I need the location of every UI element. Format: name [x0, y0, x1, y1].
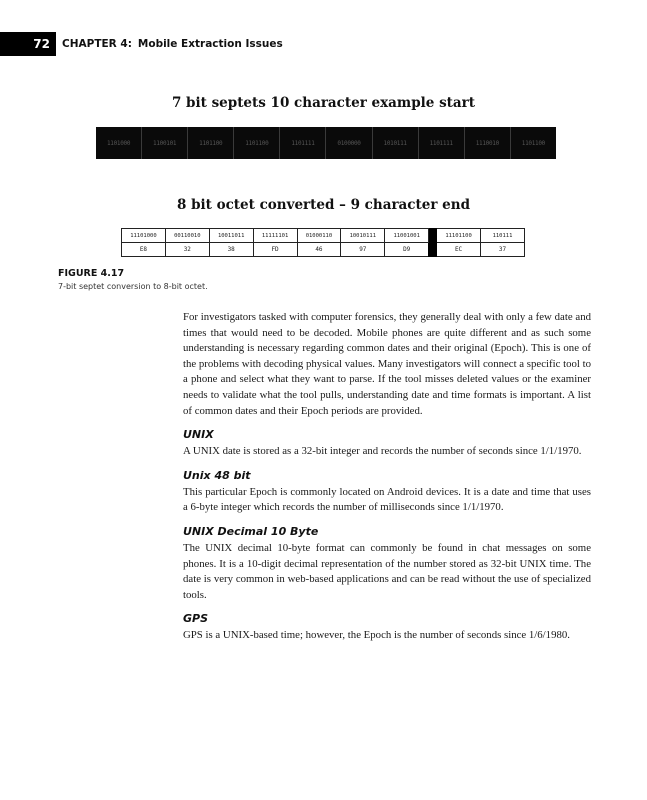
octet-hex-cell: 46 — [297, 243, 341, 257]
section-heading-gps: GPS — [183, 612, 209, 626]
page-number: 72 — [0, 32, 56, 56]
octet-binary-row — [122, 229, 525, 243]
octet-hex-cell: 32 — [165, 243, 209, 257]
running-head — [62, 32, 283, 56]
septet-strip — [96, 127, 556, 159]
section-text-gps: GPS is a UNIX-based time; however, the Epoch is the number of seconds since 1/6/1980. — [183, 629, 570, 642]
octet-hex-cell: 97 — [341, 243, 385, 257]
octet-hex-cell: FD — [253, 243, 297, 257]
figure-label: FIGURE 4.17 — [58, 268, 125, 279]
figure-bottom-title: 8 bit octet converted – 9 character end — [176, 197, 471, 213]
octet-binary-cell: 00110010 — [165, 229, 209, 243]
octet-binary-cell: 11101100 — [437, 229, 481, 243]
section-text-unix-48: This particular Epoch is commonly located on Android devices. It is a date and time that uses a 6-byte integer which records the number of milliseconds since 1/1/1970. — [183, 485, 591, 514]
octet-binary-cell: 10011011 — [209, 229, 253, 243]
septet-cell: 1101100 — [521, 139, 545, 147]
septet-cell: 0100000 — [326, 127, 372, 159]
chapter-label: CHAPTER 4: — [62, 38, 132, 50]
end-marker — [429, 229, 437, 257]
page-header — [0, 32, 647, 56]
octet-hex-row — [122, 243, 525, 257]
septet-cell: 1101111 — [280, 127, 326, 159]
octet-hex-cell: 38 — [209, 243, 253, 257]
section-heading-unix-decimal: UNIX Decimal 10 Byte — [183, 524, 319, 538]
octet-hex-cell: EC — [437, 243, 481, 257]
octet-binary-cell: 01000110 — [297, 229, 341, 243]
octet-binary-cell: 11001001 — [385, 229, 429, 243]
octet-binary-cell: 11111101 — [253, 229, 297, 243]
octet-binary-cell: 110111 — [481, 229, 525, 243]
intro-paragraph: For investigators tasked with computer forensics, they generally deal with only a few date and times that would need to be decoded. Mobile phones are quite different and as such some understanding is necessary regarding common dates and their original (Epoch). This is one of the problems with decoding physical values. Many investigators will connect a specific tool to a phone and select what they want to parse. If the tool misses deleted values or the examiner needs to validate what the tool pulls, understanding date and time formats is important. A list of common dates and their Epoch periods are provided. — [183, 311, 591, 417]
section-heading-unix: UNIX — [183, 428, 214, 442]
section-heading-unix-48: Unix 48 bit — [183, 468, 251, 482]
section-text-unix-decimal: The UNIX decimal 10-byte format can commonly be found in chat messages on some phones. It is a 10-digit decimal representation of the number stored as 32-bit UNIX time. The date is very common in web-based applications and can be read without the use of specialized tools. — [183, 541, 591, 601]
figure-caption: 7-bit septet conversion to 8-bit octet. — [58, 282, 208, 291]
septet-cell: 1101100 — [188, 127, 234, 159]
chapter-title: Mobile Extraction Issues — [137, 38, 283, 50]
section-text-unix: A UNIX date is stored as a 32-bit integer and records the number of seconds since 1/1/1970. — [183, 445, 582, 458]
septet-cell: 1010111 — [373, 127, 419, 159]
octet-hex-cell: 37 — [481, 243, 525, 257]
septet-cell: 1101111 — [419, 127, 465, 159]
octet-table — [121, 228, 525, 257]
octet-hex-cell: D9 — [385, 243, 429, 257]
octet-hex-cell: E8 — [122, 243, 166, 257]
septet-cell: 1101000 — [96, 127, 142, 159]
figure-top-title: 7 bit septets 10 character example start — [171, 95, 476, 111]
octet-binary-cell: 11101000 — [122, 229, 166, 243]
body-text — [183, 310, 591, 644]
septet-cell: 1110010 — [465, 127, 511, 159]
septet-cell: 1100101 — [142, 127, 188, 159]
septet-cell: 1101100 — [234, 127, 280, 159]
octet-binary-cell: 10010111 — [341, 229, 385, 243]
